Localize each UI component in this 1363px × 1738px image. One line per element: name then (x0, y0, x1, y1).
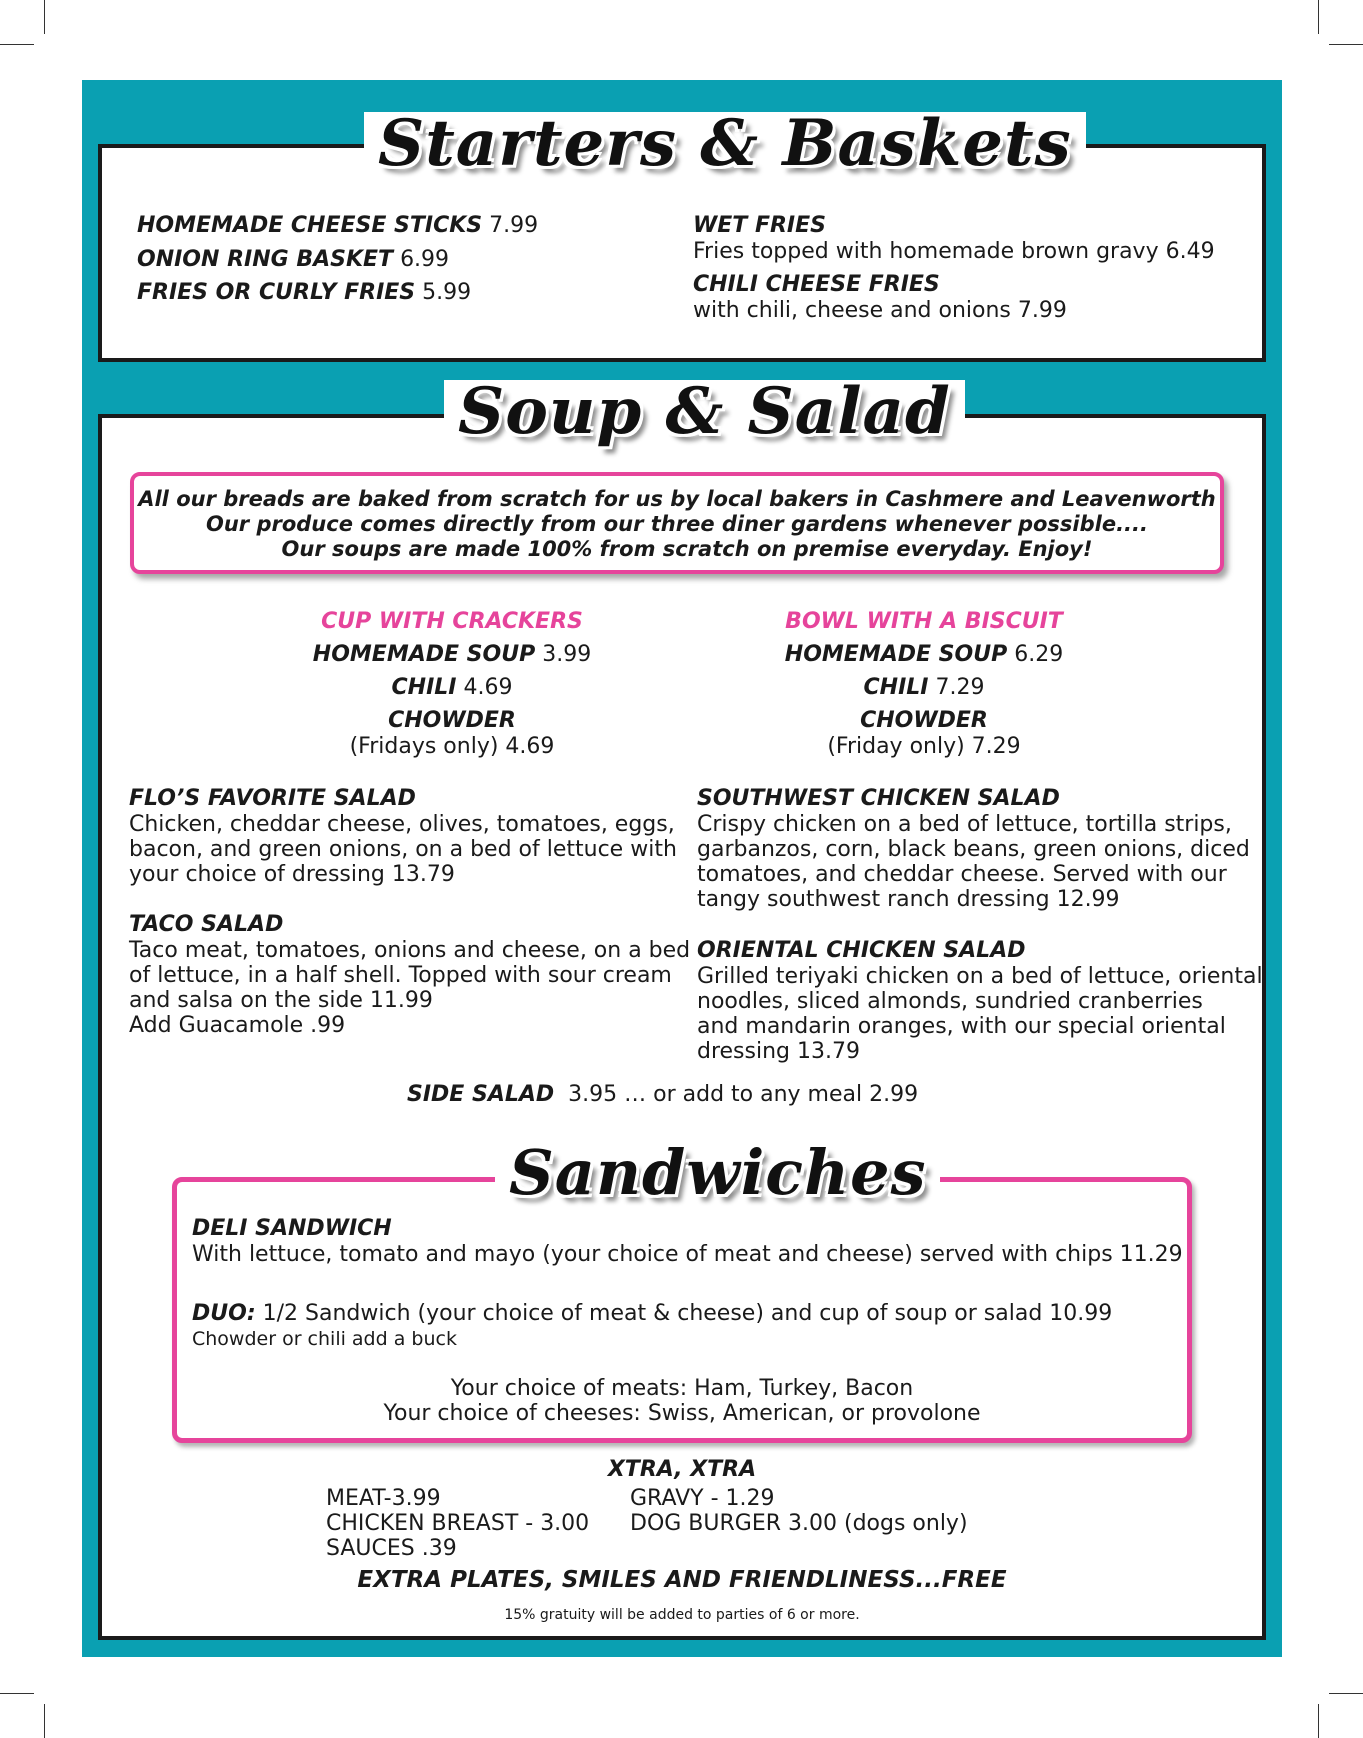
menu-item (724, 708, 1124, 733)
salad-description: dressing 13.79 (697, 1039, 860, 1064)
crop-mark (0, 44, 34, 45)
item-note: (Friday only) 7.29 (827, 734, 1021, 759)
menu-item (252, 675, 652, 700)
salad-description: tomatoes, and cheddar cheese. Served with our (697, 862, 1227, 887)
menu-item (137, 280, 471, 305)
item-name: DUO: (192, 1301, 256, 1326)
item-note: (Fridays only) 4.69 (349, 734, 555, 759)
meat-choices: Your choice of meats: Ham, Turkey, Bacon (450, 1376, 914, 1401)
salad-description: and salsa on the side 11.99 (129, 988, 433, 1013)
item-description: with chili, cheese and onions 7.99 (693, 298, 1067, 323)
menu-item (137, 213, 538, 238)
salad-description: bacon, and green onions, on a bed of lettuce with (129, 837, 677, 862)
salad-description: Crispy chicken on a bed of lettuce, tortilla strips, (697, 812, 1232, 837)
item-description: 1/2 Sandwich (your choice of meat & cheese) and cup of soup or salad 10.99 (262, 1301, 1113, 1326)
side-salad (407, 1082, 918, 1107)
item-name: CHILI (391, 675, 457, 700)
item-name: CHOWDER (860, 708, 988, 733)
notice-line: All our breads are baked from scratch for us by local bakers in Cashmere and Leavenworth (138, 487, 1216, 511)
salad-name: ORIENTAL CHICKEN SALAD (697, 938, 1026, 963)
item-price: 6.29 (1014, 642, 1064, 667)
gratuity-note: 15% gratuity will be added to parties of 6 or more. (504, 1607, 860, 1623)
item-name: FRIES OR CURLY FRIES (137, 280, 416, 305)
item-name: HOMEMADE SOUP (784, 642, 1008, 667)
salad-name: FLO’S FAVORITE SALAD (129, 786, 416, 811)
extra-item: MEAT-3.99 (326, 1486, 441, 1511)
menu-item (252, 642, 652, 667)
extras-heading: XTRA, XTRA (607, 1457, 757, 1482)
extra-item: DOG BURGER 3.00 (dogs only) (630, 1511, 968, 1536)
salad-description: tangy southwest ranch dressing 12.99 (697, 887, 1120, 912)
item-price: 3.99 (542, 642, 592, 667)
item-name: ONION RING BASKET (137, 247, 394, 272)
crop-mark (44, 1704, 45, 1738)
extra-item: GRAVY - 1.29 (630, 1486, 775, 1511)
item-name: CHOWDER (388, 708, 516, 733)
starters-title: Starters & Baskets (364, 112, 1086, 176)
free-line: EXTRA PLATES, SMILES AND FRIENDLINESS...FREE (357, 1567, 1007, 1593)
salad-description: your choice of dressing 13.79 (129, 862, 455, 887)
soup-salad-title: Soup & Salad (444, 380, 965, 444)
notice-line: Our produce comes directly from our three diner gardens whenever possible.... (205, 512, 1148, 536)
salad-description: and mandarin oranges, with our special oriental (697, 1014, 1226, 1039)
item-description: With lettuce, tomato and mayo (your choice of meat and cheese) served with chips 11.29 (192, 1242, 1183, 1267)
item-name: HOMEMADE SOUP (312, 642, 536, 667)
item-price: 7.29 (935, 675, 985, 700)
cup-heading: CUP WITH CRACKERS (321, 609, 583, 634)
duo-item (192, 1301, 1112, 1326)
notice-box (130, 472, 1224, 574)
menu-item (724, 675, 1124, 700)
item-note: Chowder or chili add a buck (192, 1328, 457, 1350)
bowl-heading: BOWL WITH A BISCUIT (785, 609, 1063, 634)
item-name: HOMEMADE CHEESE STICKS (137, 213, 483, 238)
menu-item (137, 247, 449, 272)
menu-item (724, 642, 1124, 667)
sandwiches-title: Sandwiches (495, 1142, 940, 1204)
salad-description: of lettuce, in a half shell. Topped with sour cream (129, 963, 672, 988)
salad-description: Add Guacamole .99 (129, 1013, 346, 1038)
item-price: 6.99 (400, 247, 450, 272)
item-price: 5.99 (422, 280, 472, 305)
salad-name: TACO SALAD (129, 912, 284, 937)
extra-item: CHICKEN BREAST - 3.00 (326, 1511, 590, 1536)
salad-description: Taco meat, tomatoes, onions and cheese, on a bed (129, 938, 691, 963)
item-price: 4.69 (463, 675, 513, 700)
item-price: 3.95 … or add to any meal 2.99 (568, 1082, 919, 1107)
item-name: WET FRIES (693, 213, 826, 238)
item-name: CHILI CHEESE FRIES (693, 272, 940, 297)
item-name: CHILI (863, 675, 929, 700)
extra-item: SAUCES .39 (326, 1536, 457, 1561)
item-description: Fries topped with homemade brown gravy 6.49 (693, 239, 1215, 264)
item-price: 7.99 (489, 213, 539, 238)
crop-mark (44, 0, 45, 34)
salad-description: noodles, sliced almonds, sundried cranberries (697, 989, 1203, 1014)
cheese-choices: Your choice of cheeses: Swiss, American, or provolone (383, 1401, 981, 1426)
salad-name: SOUTHWEST CHICKEN SALAD (697, 786, 1060, 811)
menu-item (252, 708, 652, 733)
salad-description: garbanzos, corn, black beans, green onions, diced (697, 837, 1250, 862)
notice-line: Our soups are made 100% from scratch on premise everyday. Enjoy! (281, 537, 1093, 561)
crop-mark (1329, 44, 1363, 45)
salad-description: Grilled teriyaki chicken on a bed of lettuce, oriental (697, 964, 1263, 989)
crop-mark (0, 1693, 34, 1694)
item-name: SIDE SALAD (407, 1082, 555, 1107)
crop-mark (1318, 0, 1319, 34)
salad-description: Chicken, cheddar cheese, olives, tomatoes, eggs, (129, 812, 675, 837)
item-name: DELI SANDWICH (192, 1216, 392, 1241)
crop-mark (1329, 1693, 1363, 1694)
crop-mark (1318, 1704, 1319, 1738)
